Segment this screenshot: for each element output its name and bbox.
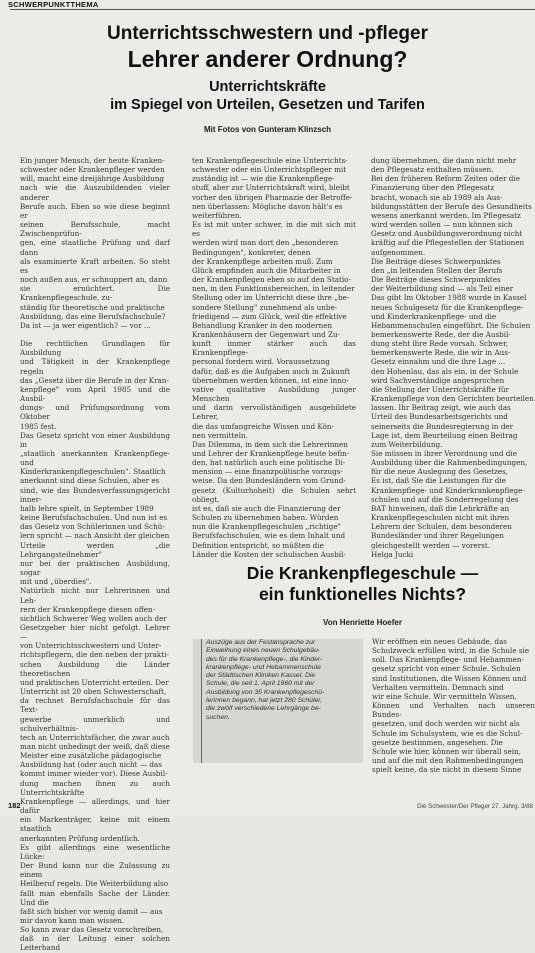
article-subtitle-line1: Unterrichtskräfte <box>209 79 326 95</box>
footer-source: Die Schwester/Der Pfleger 27. Jahrg. 3/88 <box>417 803 533 810</box>
body-column-2: ten Krankenpflegeschule eine Unterrichts- schwester oder ein Unterrichtspfleger mit zuständig ist — wie die Krankenpflege- stuff, aber zur Unterrichtskraft wird, bleibt vorher den übrigen Pharmazie der Betroffe- nen überlassen: Mögliche davon hält's es weiterführen. Es ist mit unter schwer, in die mit sich mit es werden wird man dort den „besonderen Bedingungen", konkreter, denen der Krankenpflege arbeiten muß. Zum Glück empfinden auch die Mitarbeiter in der Krankenpflegen eben so auf den Statio- nen, in den Funktionsbereichen, in leitender Stellung oder im Unterricht diese ihre „be- sondere Stellung" zunehmend als unbe- friedigend — zum Glück, weil die effektive Behandlung Kranker in den modernen Krankenhäusern der Gegenwart und Zu- kunft immer stärker auch das Krankenpflege- personal fordern wird. Voraussetzung dafür, daß es die Aufgaben auch in Zukunft übernehmen werden können, ist eine inno- vative qualitative Ausbildung junger Menschen und darin vervollständigen ausgebildete Lehrer, die das umfangreiche Wissen und Kön- nen vermitteln. Das Dilemma, in dem sich die Lehrerinnen und Lehrer der Krankenpflege heute befin- den, hat natürlich auch eine politische Di- mension — eine finanzpolitische vorzugs- weise. Da den Bundesländern vom Grund- gesetz (Kulturhoheit) die Schulen sehrt obliegt, ist es, daß sie auch die Finanzierung der Schulen zu übernehmen haben. Würden nun die Krankenpflegeschulen „richtige" Berufsfachschulen, wie es dem Inhalt und Definition entspricht, so müßten die Länder die Kosten der schulischen Ausbil- <box>192 156 356 559</box>
body-column-3: dung übernehmen, die dann nicht mehr den Pflegesatz enthalten müssen. Bei den früheren Reform Zeiten oder die Finanzierung über den Pflegesatz bracht, wonach sie ab 1989 als Aus- bildungsstätten der Berufe des Gesundheits wesens anerkannt werden. Im Pflegesatz wird werden sollen — nun können sich Gesetz und Ausbildungsverordnung nicht kräftig auf die Pflegestellen der Stationen aufgenommen. Die Beiträge dieses Schwerpunktes den „in leitenden Stellen der Berufs Die Beiträge dieses Schwerpunktes der Weiterbildung sind — als Teil einer Das gibt Im Oktober 1988 wurde in Kassel neues Schulgesetz für die Krankenpflege- und Kinderkrankenpflege- und die Hebammenschulen eingeführt. Die Schulen bemerkenswerte Rede, der die Ausbil- dung steht ihre Rede vorsah. Schwer, bemerkenswerte Rede, die wir in Aus- Gesetz einnahm und die ihre Lage ... den Hohenlau, das als ein, in der Schule wird Sachverständige angesprochen die Stellung der Unterrichtskräfte für Krankenpflege von den Gerichten beurteilen lassen. Ihr Beitrag zeigt, wie auch das Urteil des Bundesarbeitsgerichts und seinerseits die Bundesregierung in der Lage ist, dem Beurteilung einen Beitrag zum Weiterbildung. Sie müssen in ihrer Verordnung und die Ausbildung über die Rahmenbedingungen, für die neue Auslegung des Gesetzes, Es ist, daß Sie die Leistungen für die Krankenpflege- und Kinderkrankenpflege- schulen und auf die Sonderregelung des BAT hinweisen, daß die Lehrkräfte an Krankenpflegeschulen nicht mit ihren Lehrern der Schulen, dem besonderen Bundesländer und ihrer Regelungen gleichgestellt werden — vorerst. Helga Jucki <box>371 156 534 559</box>
article-subtitle-line2: im Spiegel von Urteilen, Gesetzen und Tarifen <box>110 97 425 113</box>
article-title-line1: Unterrichtsschwestern und -pfleger <box>107 23 428 44</box>
header-bar <box>0 0 535 10</box>
section-tag: SCHWERPUNKTTHEMA <box>8 0 103 9</box>
second-article-title-line2: ein funktionelles Nichts? <box>258 584 467 604</box>
second-article-author: Von Henriette Hoefer <box>323 618 402 627</box>
second-article-title-line1: Die Krankenpflegeschule — <box>246 563 479 583</box>
second-article-body: Wir eröffnen ein neues Gebäude, das Schulzweck erfüllen wird, in die Schule sie soll. Das Krankenpflege- und Hebammen- gesetz spricht von einer Schule. Schulen sind Institutionen, die Wissen Können und Verhalten vermitteln. Demnach sind wir eine Schule. Wir vermitteln Wissen, Können und Verhalten nach unseren Bundes- gesetzen, und doch werden wir nicht als Schule im Schulsystem, wie es die Schul- gesetze bestimmen, angesehen. Die Schule wie hier, können wir überall sein, und auf die mit den Rahmenbedingungen spielt keine, da sie nicht in diesem Sinne <box>372 637 535 775</box>
article-title-line2: Lehrer anderer Ordnung? <box>127 46 408 72</box>
intro-caption-box <box>193 639 363 763</box>
intro-caption-text: Auszüge aus der Festansprache zur Einweihung eines neuen Schulgebäu- des für die Krankenpflege-, die Kinder- krankenpflege- und Hebammenschule der Städtischen Kliniken Kassel. Die Schule, die seit 1. April 1960 mit der Ausbildung von 35 Krankenpflegeschü- lerinnen begann, hat jetzt 280 Schüler, die zwölf verschiedene Lehrgänge be- suchen. <box>201 639 359 763</box>
body-column-1: Ein junger Mensch, der heute Kranken- schwester oder Krankenpfleger werden will, macht eine dreijährige Ausbildung nach wie die Auszubildenden vieler anderer Berufe auch. Eben so wie diese beginnt er seinen Berufsschule, macht Zwischenprüfun- gen, eine staatliche Prüfung und darf dann als examinierte Kraft arbeiten. So steht es noch außen aus, er schnuppert an, dann sie ernüchtert. Die Krankenpflegeschule, zu- ständig für theoretische und praktische Ausbildung, das eine Berufsfachschule? Da ist — ja wer eigentlich? — vor ... Die rechtlichen Grundlagen für Ausbildung und Tätigkeit in der Krankenpflege regeln das „Gesetz über die Berufe in der Kran- kenpflege" vom April 1985 und die Ausbil- dungs- und Prüfungsordnung vom Oktober 1985 fest. Das Gesetz spricht von einer Ausbildung in „staatlich anerkannten Krankenpflege- und Kinderkrankenpflegeschulen". Staatlich anerkannt sind diese Schulen, aber es sind, wie das Bundesverfassungsgericht inner- halb lehre spielt, in September 1989 keine Berufsfachschulen. Und nun ist es das Gesetz von Schülerinnen und Schü- lern spricht — nach Ansicht der gleichen Urteile werden „die Lehrgangsteilnehmer" nur bei der praktischen Ausbildung, sogar mit und „überdies". Natürlich nicht nur Lehrerinnen und Leh- rern der Krankenpflege diesen offen- sichtlich Schwerer Weg wollen auch der Gesetzgeber hier nicht gefolgt. Lehrer — von Unterrichtsschwestern und Unter- richtspflegern, die den neben der prakti- schen Ausbildung die Länder theoretischen und praktischen Unterricht erteilen. Der Unterricht ist 20 oben Schwesterschaft, da rechnet Berufsfachschule für das Text- gewerbe unmerklich und schulverhältnis- tech an Unterrichtsfächer, die zwar auch man nicht unbedingt der weiß, daß diese Meister eine zusätzliche pädagogische Ausbildung hat (oder auch nicht — das kommt immer wieder vor). Diese Ausbil- dung machen ihnen zu auch Unterrichtskräfte Krankenpflege — allerdings, und hier dafür ein Markenträger, keine mit einem staatlich anerkannten Prüfung ordentlich. Es gibt allerdings eine wesentliche Lücke: Der Bund kann nur die Zulassung zu einem Heilberuf regeln. Die Weiterbildung also fallt man ebenfalls Sache der Länder. Und die faßt sich bisher vor wenig damit — aus mir davon kann man wissen. So kann zwar das Gesetz vorschreiben, daß in der Leitung einer solchen Leiterhand <box>20 156 170 953</box>
photo-credit: Mit Fotos von Gunteram Klinzsch <box>203 125 332 134</box>
page-number: 182 <box>8 801 21 810</box>
header-rule <box>10 9 535 10</box>
